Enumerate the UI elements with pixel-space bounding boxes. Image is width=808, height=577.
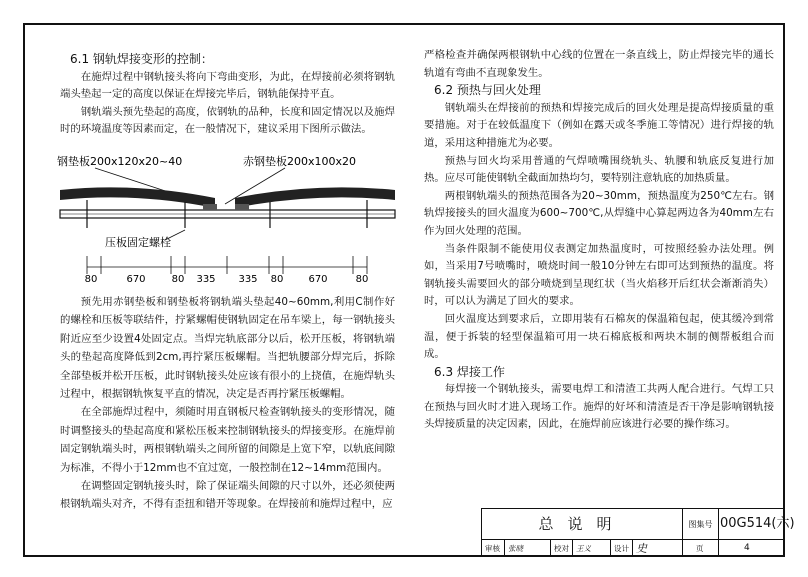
title-block [481,508,795,557]
dim-label: 80 [84,274,98,285]
paragraph: 钢轨端头在焊接前的预热和焊接完成后的回火处理是提高焊接质量的重要措施。对于在较低温度下（例如在露天或冬季施工等情况）进行焊接的轨道，采用这种措施尤为必要。 [424,101,774,149]
dim-label: 80 [270,274,284,285]
label-steel-pad: 钢垫板200x120x20~40 [57,155,183,168]
label-clamp-bolt: 压板固定螺栓 [105,236,171,249]
paragraph: 钢轨端头预先垫起的高度，依钢轨的品种，长度和固定情况以及施焊时的环境温度等因素而定，在一般情况下，建议采用下图所示做法。 [60,105,395,136]
check-signature: 王义 [576,544,591,553]
section-6-3-heading: 6.3 焊接工作 [434,364,505,379]
design-label: 设计 [614,544,629,553]
page-number: 4 [744,543,750,553]
atlas-number: 00G514(六) [720,516,795,531]
dim-label: 670 [308,274,328,285]
paragraph: 预热与回火均采用普通的气焊喷嘴围绕轨头、轨腰和轨底反复进行加热。应尽可能使钢轨全截面加热均匀，要特别注意轨底的加热质量。 [424,154,774,185]
paragraph: 严格检查并确保两根钢轨中心线的位置在一条直线上，防止焊接完毕的通长轨道有弯曲不直现象发生。 [424,49,774,79]
left-column-bottom [60,293,395,514]
paragraph: 预先用赤钢垫板和钢垫板将钢轨端头垫起40~60mm,利用C制作好的螺栓和压板等联结件，拧紧螺帽使钢轨固定在吊车梁上，每一钢轨接头附近应至少设置4处固定点。当焊完轨底部分以后，松开压板，将钢轨端头的垫起高度降低到2cm,再拧紧压板螺帽。当把轨腰部分焊完后，拆除全部垫板并松开压板，此时钢轨接头处应该有很小的上挠值，在施焊轨头过程中，根据钢轨恢复平直的情况，决定是否再拧紧压板螺帽。 [60,296,395,401]
label-wedge-pad: 赤钢垫板200x100x20 [243,155,357,168]
right-column [424,47,774,434]
dim-label: 335 [196,274,216,285]
review-signature: 张晓 [508,544,523,553]
paragraph: 回火温度达到要求后，立即用装有石棉灰的保温箱包起，使其缓冷到常温，便于拆装的轻型保温箱可用一块石棉底板和两块木制的侧帮板组合而成。 [424,312,774,361]
paragraph: 在施焊过程中钢轨接头将向下弯曲变形，为此，在焊接前必须将钢轨端头垫起一定的高度以保证在焊接完毕后，钢轨能保持平直。 [60,70,395,101]
paragraph: 当条件限制不能使用仪表测定加热温度时，可按照经验办法处理。例如，当采用7号喷嘴时，喷烧时间一般10分钟左右即可达到预热的温度。将钢轨接头需要回火的部分喷烧到呈现红状（当火焰移开后红状会渐渐消失）时，可以认为满足了回火的要求。 [424,242,774,308]
dim-label: 80 [171,274,185,285]
atlas-label: 图集号 [688,520,713,529]
review-label: 审核 [485,544,500,553]
dim-label: 80 [355,274,369,285]
page-label: 页 [696,544,704,553]
paragraph: 在调整固定钢轨接头时，除了保证端头间隙的尺寸以外，还必须使两根钢轨端头对齐，不得有歪扭和错开等现象。在焊接前和施焊过程中，应 [60,480,395,511]
drawing-title: 总说明 [538,515,626,533]
dim-label: 335 [238,274,258,285]
left-column-top [60,51,395,139]
section-6-2-heading: 6.2 预热与回火处理 [434,83,541,98]
dim-label: 670 [126,274,146,285]
check-label: 校对 [554,544,569,553]
section-6-1-heading: 6.1 钢轨焊接变形的控制： [70,52,213,66]
paragraph: 两根钢轨端头的预热范围各为20~30mm，预热温度为250℃左右。钢轨焊接接头的回火温度为600~700℃,从焊缝中心算起两边各为40mm左右作为回火处理的范围。 [424,189,774,237]
paragraph: 在全部施焊过程中，须随时用直钢板尺检查钢轨接头的变形情况，随时调整接头的垫起高度和紧松压板来控制钢轨接头的焊接变形。在施焊前固定钢轨端头时，两根钢轨端头之间所留的间隙是上宽下窄，以轨底间隙为标准，不得小于12mm也不宜过宽，一般控制在12~14mm范围内。 [60,406,395,474]
design-signature: 史 [636,542,647,555]
rail-support-diagram [55,152,400,292]
paragraph: 每焊接一个钢轨接头，需要电焊工和清渣工共两人配合进行。气焊工只在预热与回火时才进入现场工作。施焊的好坏和清渣是否干净是影响钢轨接头焊接质量的决定因素，因此，在施焊前应该进行必要的操作练习。 [424,383,774,431]
